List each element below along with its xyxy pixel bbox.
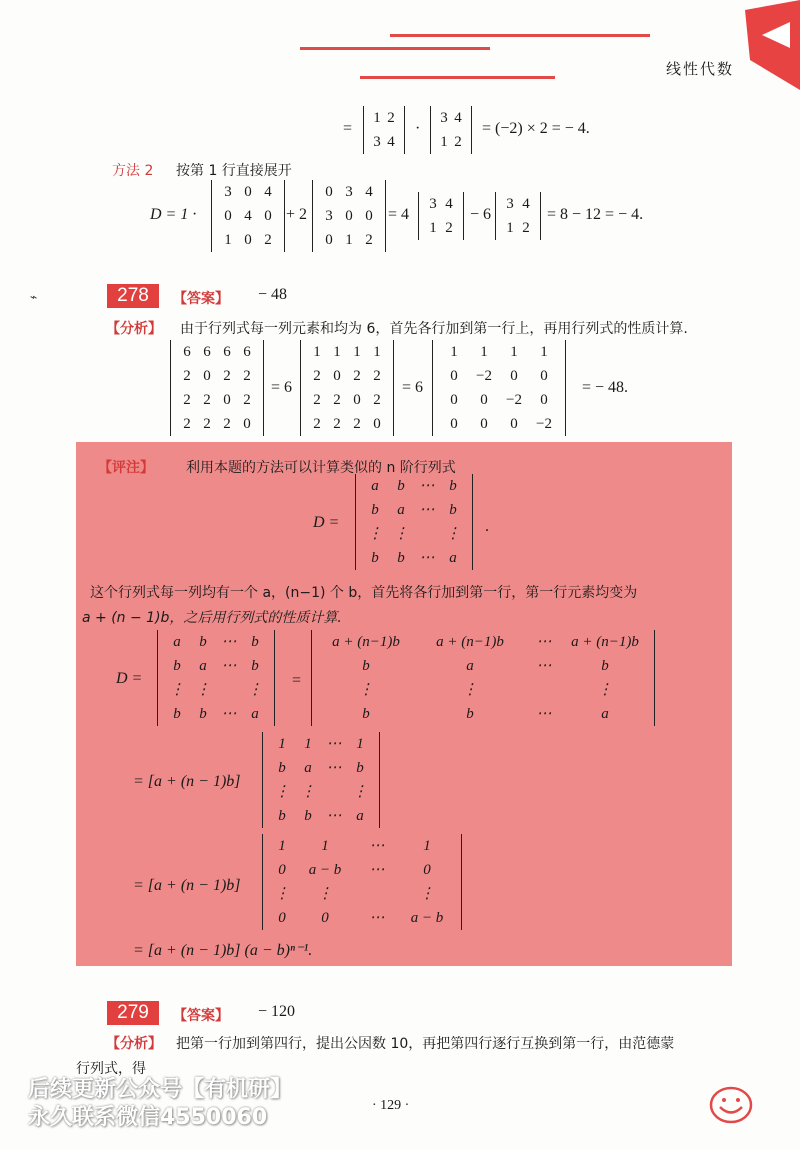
cell: b (173, 658, 181, 674)
det-3x3 (312, 180, 386, 252)
cell: 2 (353, 368, 361, 384)
cell: 1 (278, 736, 286, 752)
cell: 0 (423, 862, 431, 878)
cell: b (304, 808, 312, 824)
cell: 0 (244, 184, 252, 200)
cell: 0 (373, 416, 381, 432)
header-section-title: 线性代数 (666, 60, 735, 78)
cell: 1 (356, 736, 364, 752)
cell: 1 (440, 134, 448, 150)
det-step3 (262, 834, 462, 930)
dot: · (415, 120, 421, 137)
cell: a (251, 706, 259, 722)
smiley-eye (736, 1098, 740, 1102)
margin-mark-icon: ⌁ (30, 290, 38, 304)
problem-number: 279 (107, 1001, 159, 1025)
cell: 0 (264, 208, 272, 224)
cell: a (466, 658, 474, 674)
cell (414, 522, 440, 546)
cell: 1 (333, 344, 341, 360)
cell: b (371, 502, 379, 518)
cell: 2 (365, 232, 373, 248)
cell: 2 (183, 392, 191, 408)
cell: ⋯ (221, 634, 237, 650)
cell: a + (n−1)b (332, 634, 400, 650)
cell: a (371, 478, 379, 494)
det-2x2 (430, 106, 472, 154)
cell: 0 (223, 392, 231, 408)
cell: 6 (243, 344, 251, 360)
cell: ⋯ (369, 862, 385, 878)
equals: = (292, 672, 302, 689)
cell: 2 (183, 416, 191, 432)
cell: a − b (410, 910, 444, 926)
final-result: = [a + (n − 1)b] (a − b)ⁿ⁻¹. (133, 942, 313, 959)
cell: ⋯ (419, 502, 435, 518)
cell: 1 (510, 344, 518, 360)
note-intro: 利用本题的方法可以计算类似的 n 阶行列式 (186, 460, 456, 476)
cell: 1 (506, 220, 514, 236)
cell: 0 (480, 392, 488, 408)
cell: 3 (506, 196, 514, 212)
minus-6: − 6 (470, 206, 492, 223)
cell: 4 (387, 134, 395, 150)
cell: 4 (445, 196, 453, 212)
cell: −2 (536, 416, 552, 432)
eq-6: = 6 (271, 379, 293, 396)
cell: ⋯ (369, 838, 385, 854)
cell: b (397, 550, 405, 566)
cell: 6 (223, 344, 231, 360)
cell: 0 (365, 208, 373, 224)
cell: ⋮ (358, 682, 374, 698)
cell: 2 (522, 220, 530, 236)
cell: b (251, 634, 259, 650)
det-step2 (262, 732, 380, 828)
cell: ⋯ (326, 760, 342, 776)
cell: −2 (506, 392, 522, 408)
cell: ⋮ (352, 784, 368, 800)
header-stripe (360, 76, 555, 79)
cell: 2 (313, 392, 321, 408)
cell: 3 (373, 134, 381, 150)
det-2x2 (495, 192, 541, 240)
note-para-2: a + (n − 1)b，之后用行列式的性质计算. (82, 610, 342, 626)
period: . (485, 518, 489, 535)
cell: b (601, 658, 609, 674)
eq-4: = 4 (388, 206, 410, 223)
answer-value: − 48 (258, 286, 288, 303)
cell: ⋮ (419, 886, 435, 902)
cell: ⋮ (597, 682, 613, 698)
cell: 0 (325, 232, 333, 248)
cell: 0 (540, 368, 548, 384)
cell: 1 (480, 344, 488, 360)
smiley-icon (708, 1085, 754, 1125)
cell: 2 (203, 416, 211, 432)
cell: 2 (264, 232, 272, 248)
cell: 1 (321, 838, 329, 854)
header-stripe (300, 47, 490, 50)
cell: 0 (321, 910, 329, 926)
cell: 1 (278, 838, 286, 854)
cell: ⋮ (393, 526, 409, 542)
cell: 6 (203, 344, 211, 360)
cell: 3 (429, 196, 437, 212)
step-3: = [a + (n − 1)b] (133, 877, 241, 894)
cell: 0 (353, 392, 361, 408)
cell: 0 (278, 910, 286, 926)
cell: b (449, 502, 457, 518)
line1-result: = (−2) × 2 = − 4. (482, 120, 590, 137)
d-label: D = (116, 670, 143, 687)
cell: 1 (540, 344, 548, 360)
cell: 2 (445, 220, 453, 236)
cell: 0 (345, 208, 353, 224)
cell: 2 (333, 392, 341, 408)
cell: b (278, 808, 286, 824)
det-general (355, 474, 473, 570)
smiley-eye (722, 1098, 726, 1102)
cell: 4 (264, 184, 272, 200)
cell: ⋯ (536, 658, 552, 674)
cell: a (173, 634, 181, 650)
cell: a + (n−1)b (436, 634, 504, 650)
cell: b (362, 706, 370, 722)
cell: ⋮ (317, 886, 333, 902)
answer-value: − 120 (258, 1003, 296, 1020)
cell: b (362, 658, 370, 674)
cell: 0 (203, 368, 211, 384)
step-2: = [a + (n − 1)b] (133, 773, 241, 790)
cell (526, 678, 562, 702)
watermark-line-1: 后续更新公众号【有机研】 (28, 1077, 293, 1102)
cell: 3 (440, 110, 448, 126)
note-label: 【评注】 (98, 460, 154, 476)
cell: b (199, 706, 207, 722)
method2-label: 方法 2 (112, 163, 154, 179)
cell: 0 (450, 416, 458, 432)
cell: ⋯ (326, 808, 342, 824)
det-4x4-1 (170, 340, 264, 436)
det-4x4-3 (432, 340, 566, 436)
cell: ⋮ (274, 784, 290, 800)
smiley-outline (711, 1088, 751, 1122)
cell: b (251, 658, 259, 674)
d-label: D = (313, 514, 340, 531)
cell: 2 (353, 416, 361, 432)
det-general-2 (157, 630, 275, 726)
cell (321, 780, 347, 804)
cell: 2 (223, 416, 231, 432)
cell: 2 (454, 134, 462, 150)
cell: 2 (373, 368, 381, 384)
cell: b (466, 706, 474, 722)
cell: 3 (325, 208, 333, 224)
method2-text: 按第 1 行直接展开 (176, 163, 292, 179)
cell: 4 (365, 184, 373, 200)
cell: 2 (333, 416, 341, 432)
cell: 0 (325, 184, 333, 200)
cell: 0 (450, 392, 458, 408)
p278-result: = − 48. (582, 379, 629, 396)
cell: a − b (308, 862, 342, 878)
cell: ⋮ (367, 526, 383, 542)
cell: 6 (183, 344, 191, 360)
cell: 2 (243, 368, 251, 384)
cell: 2 (183, 368, 191, 384)
cell: a (397, 502, 405, 518)
plus-2: + 2 (286, 206, 308, 223)
det-4x4-2 (300, 340, 394, 436)
cell: b (278, 760, 286, 776)
cell: 2 (373, 392, 381, 408)
smiley-mouth (720, 1107, 742, 1113)
cell: −2 (476, 368, 492, 384)
cell: 4 (454, 110, 462, 126)
cell: 0 (510, 368, 518, 384)
cell (355, 882, 399, 906)
cell: 1 (450, 344, 458, 360)
cell: ⋯ (326, 736, 342, 752)
cell: 1 (304, 736, 312, 752)
cell: 1 (224, 232, 232, 248)
cell: 0 (540, 392, 548, 408)
cell: 1 (423, 838, 431, 854)
det-3x3 (211, 180, 285, 252)
problem-number: 278 (107, 284, 159, 308)
cell: 1 (373, 110, 381, 126)
cell: ⋮ (274, 886, 290, 902)
cell: ⋯ (419, 478, 435, 494)
line2-result: = 8 − 12 = − 4. (547, 206, 644, 223)
analysis-label: 【分析】 (106, 1036, 162, 1052)
cell: 0 (243, 416, 251, 432)
cell: a (449, 550, 457, 566)
cell: 1 (313, 344, 321, 360)
cell: a (199, 658, 207, 674)
analysis-label: 【分析】 (106, 321, 162, 337)
cell: 0 (244, 232, 252, 248)
cell: 4 (522, 196, 530, 212)
analysis-text-2: 行列式，得 (76, 1061, 146, 1077)
cell: a (601, 706, 609, 722)
cell: a (304, 760, 312, 776)
cell: 2 (313, 416, 321, 432)
cell: b (371, 550, 379, 566)
note-para-1: 这个行列式每一列均有一个 a，(n−1) 个 b，首先将各行加到第一行，第一行元素均变为 (90, 585, 638, 601)
cell: ⋮ (169, 682, 185, 698)
header-stripe (390, 34, 650, 37)
cell: ⋯ (369, 910, 385, 926)
cell: a + (n−1)b (571, 634, 639, 650)
eq-6: = 6 (402, 379, 424, 396)
det-2x2 (418, 192, 464, 240)
cell: 2 (313, 368, 321, 384)
cell: 2 (243, 392, 251, 408)
cell: ⋮ (195, 682, 211, 698)
d-lhs: D = 1 · (150, 206, 197, 223)
cell: ⋮ (445, 526, 461, 542)
cell: 0 (480, 416, 488, 432)
cell: b (356, 760, 364, 776)
equals: = (343, 120, 353, 137)
cell: 1 (429, 220, 437, 236)
cell: ⋯ (419, 550, 435, 566)
cell: 1 (345, 232, 353, 248)
cell: 0 (278, 862, 286, 878)
cell: 1 (373, 344, 381, 360)
det-big (311, 630, 655, 726)
analysis-text: 把第一行加到第四行，提出公因数 10，再把第四行逐行互换到第一行，由范德蒙 (176, 1036, 675, 1052)
cell: 0 (333, 368, 341, 384)
watermark-line-2: 永久联系微信4550060 (28, 1105, 268, 1130)
cell: 2 (203, 392, 211, 408)
header-corner-shape (745, 0, 800, 90)
det-2x2 (363, 106, 405, 154)
cell: 0 (450, 368, 458, 384)
cell: b (199, 634, 207, 650)
cell: b (173, 706, 181, 722)
answer-label: 【答案】 (173, 291, 229, 307)
analysis-text: 由于行列式每一列元素和均为 6，首先各行加到第一行上，再用行列式的性质计算. (180, 321, 688, 337)
answer-label: 【答案】 (173, 1008, 229, 1024)
cell: ⋮ (300, 784, 316, 800)
cell: 1 (353, 344, 361, 360)
cell: ⋮ (462, 682, 478, 698)
cell: 4 (244, 208, 252, 224)
cell: 3 (224, 184, 232, 200)
cell: ⋯ (536, 634, 552, 650)
cell: ⋮ (247, 682, 263, 698)
cell (216, 678, 242, 702)
cell: ⋯ (221, 658, 237, 674)
cell: ⋯ (221, 706, 237, 722)
cell: 2 (387, 110, 395, 126)
header-decoration (0, 0, 800, 100)
cell: ⋯ (536, 706, 552, 722)
cell: 2 (223, 368, 231, 384)
cell: b (397, 478, 405, 494)
cell: 3 (345, 184, 353, 200)
cell: b (449, 478, 457, 494)
cell: 0 (510, 416, 518, 432)
page-number: · 129 · (372, 1098, 410, 1113)
cell: 0 (224, 208, 232, 224)
cell: a (356, 808, 364, 824)
